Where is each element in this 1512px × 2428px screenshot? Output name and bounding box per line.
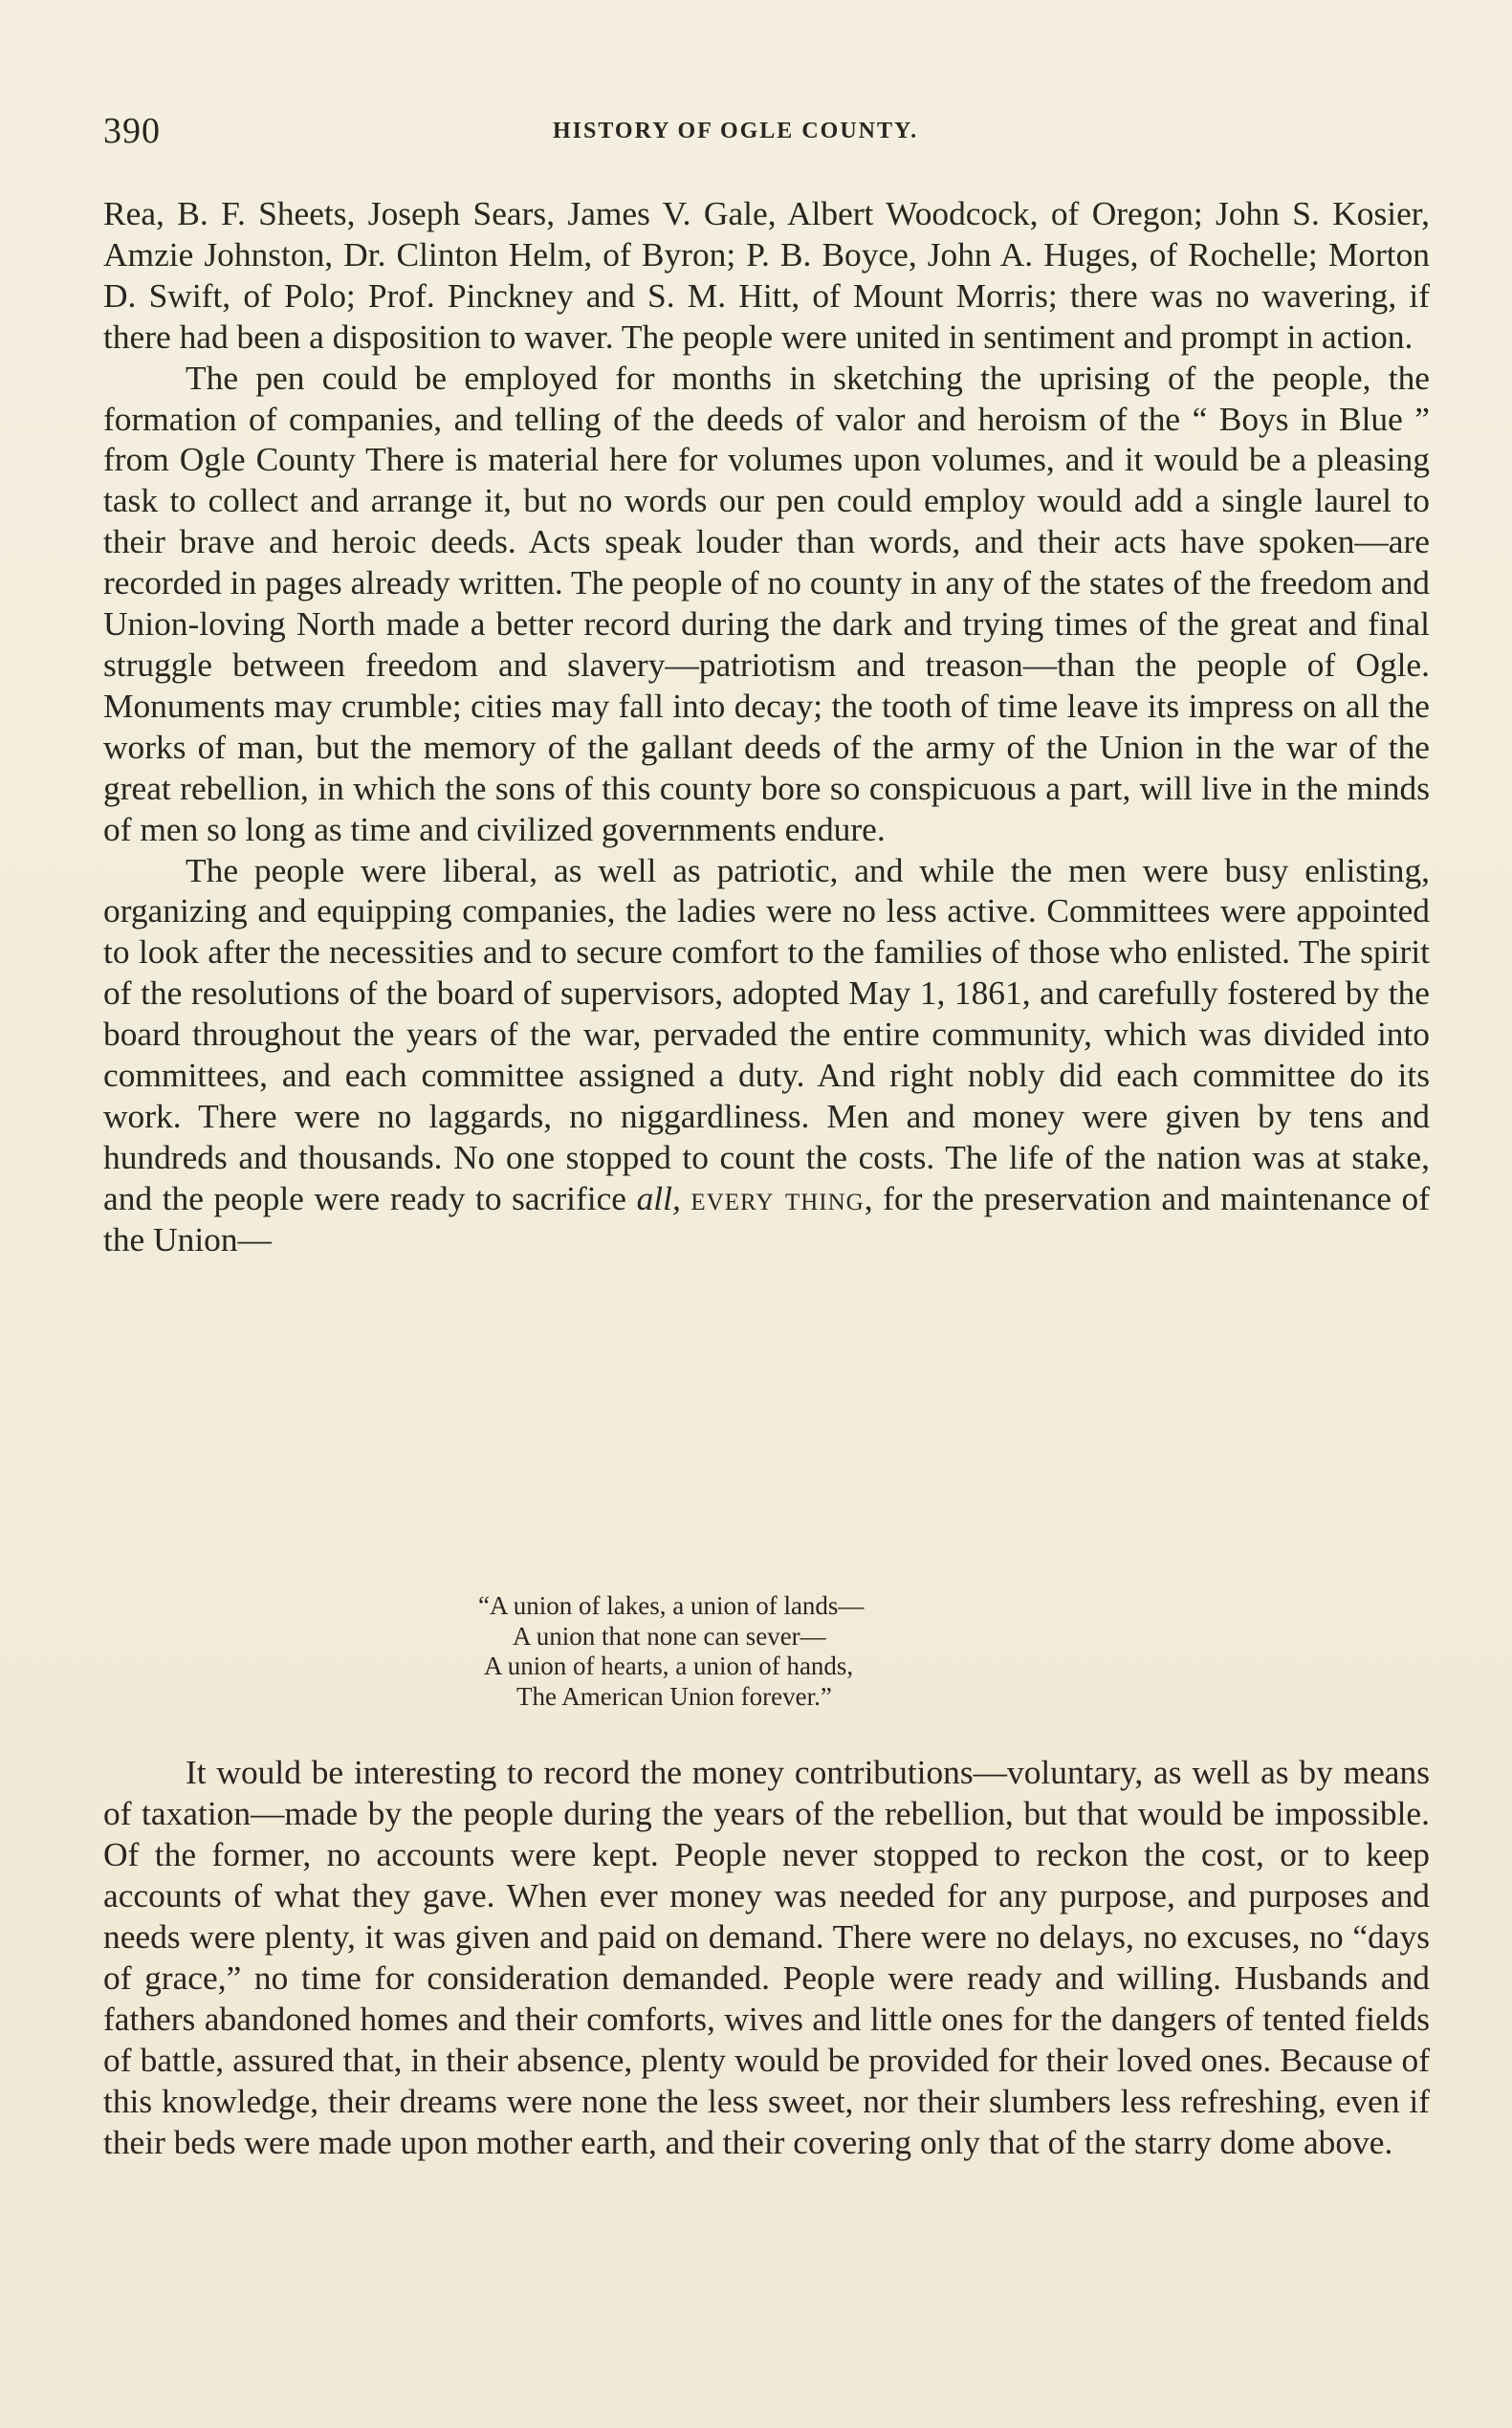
poem-line: “A union of lakes, a union of lands— [478,1591,865,1620]
paragraph-3 [103,850,1430,1260]
page-number: 390 [103,111,161,151]
paragraph-2: The pen could be employed for months in sketching the uprising of the people, the formation of companies, and telling of the deeds of valor and heroism of the “ Boys in Blue ” from Ogle County There is material here for volumes upon volumes, and it would be a pleasing task to collect and arrange it, but no words our pen could employ would add a single laurel to their brave and heroic deeds. Acts speak louder than words, and their acts have spoken—are recorded in pages already written. The people of no county in any of the states of the freedom and Union-loving North made a better record during the dark and trying times of the great and final struggle between freedom and slavery—patriotism and treason—than the people of Ogle. Monuments may crumble; cities may fall into decay; the tooth of time leave its impress on all the works of man, but the memory of the gallant deeds of the army of the Union in the war of the great rebellion, in which the sons of this county bore so conspicuous a part, will live in the minds of men so long as time and civilized governments endure. [103,358,1430,848]
page-header [103,107,1423,155]
poem-line: A union that none can sever— [513,1621,826,1651]
closing-text [103,1752,1430,2163]
running-head: HISTORY OF OGLE COUNTY. [553,119,919,143]
poem-line: A union of hearts, a union of hands, [484,1651,854,1680]
paragraph-3-text: The people were liberal, as well as patriotic, and while the men were busy enlisting, organizing and equipping companies, the ladies were no less active. Committees were appointed to look after the necessities and to secure comfort to the families of those who enlisted. The spirit of the resolutions of the board of supervisors, adopted May 1, 1861, and carefully fostered by the board throughout the years of the war, pervaded the entire community, which was divided into committees, and each committee assigned a duty. And right nobly did each committee do its work. There were no laggards, no niggardliness. Men and money were given by tens and hundreds and thousands. No one stopped to count the costs. The life of the nation was at stake, and the people were ready to sacrifice [103,850,1430,1217]
poem-quote [459,1591,1129,1712]
paragraph-3-ending: , for the preservation and maintenance of the Union— [103,1178,1430,1258]
paragraph-1: Rea, B. F. Sheets, Joseph Sears, James V. Gale, Albert Woodcock, of Oregon; John S. Kosier, Amzie Johnston, Dr. Clinton Helm, of Byron; P. B. Boyce, John A. Huges, of Rochelle; Morton D. Swift, of Polo; Prof. Pinckney and S. M. Hitt, of Mount Morris; there was no wavering, if there had been a disposition to waver. The people were united in sentiment and prompt in action. [103,194,1430,356]
smallcaps-phrase: every thing [690,1178,865,1217]
poem-line: The American Union forever.” [516,1681,832,1711]
paragraph-4: It would be interesting to record the money contributions—voluntary, as well as by means of taxation—made by the people during the years of the rebellion, but that would be impossible. Of the former, no accounts were kept. People never stopped to reckon the cost, or to keep accounts of what they gave. When ever money was needed for any purpose, and purposes and needs were plenty, it was given and paid on demand. There were no delays, no excuses, no “days of grace,” no time for consideration demanded. People were ready and willing. Husbands and fathers abandoned homes and their comforts, wives and little ones for the dangers of tented fields of battle, assured that, in their absence, plenty would be provided for their loved ones. Because of this knowledge, their dreams were none the less sweet, nor their slumbers less refreshing, even if their beds were made upon mother earth, and their covering only that of the starry dome above. [103,1753,1430,2161]
main-text [103,193,1430,1260]
italic-word: all, [636,1178,681,1217]
